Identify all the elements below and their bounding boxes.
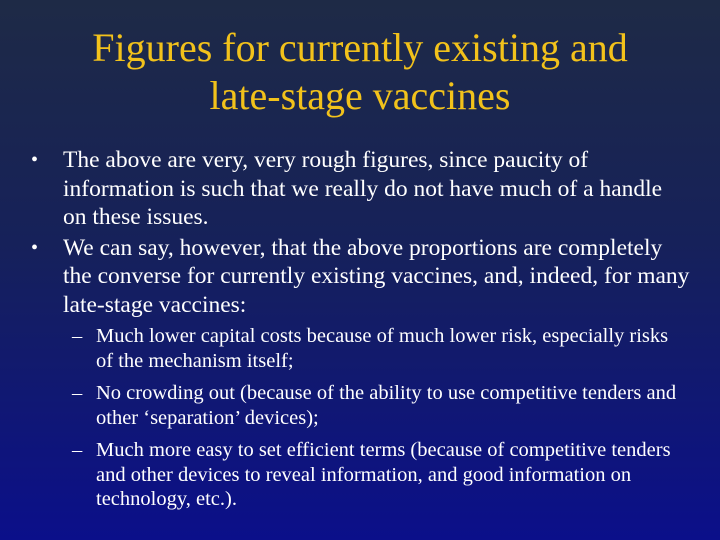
sub-bullet-text: Much lower capital costs because of much lower risk, especially risks of the mechanism itself;: [96, 325, 669, 372]
bullet-item: [0, 234, 720, 320]
sub-bullet-marker: –: [72, 382, 83, 404]
slide-title: [20, 24, 700, 120]
sub-bullet-item: [0, 438, 720, 512]
sub-bullet-list: [0, 324, 720, 512]
sub-bullet-marker: –: [72, 439, 83, 461]
sub-bullet-item: [0, 324, 720, 373]
title-line-1: Figures for currently existing and: [92, 25, 628, 70]
bullet-marker: •: [31, 236, 39, 259]
sub-bullet-text: Much more easy to set efficient terms (because of competitive tenders and other devices to reveal information, and good information on technology, etc.).: [96, 439, 671, 510]
sub-bullet-marker: –: [72, 325, 83, 347]
sub-bullet-item: [0, 381, 720, 430]
bullet-list: [0, 146, 720, 520]
sub-bullet-text: No crowding out (because of the ability to use competitive tenders and other ‘separation’ devices);: [96, 382, 677, 429]
title-line-2: late-stage vaccines: [209, 73, 511, 118]
bullet-text: The above are very, very rough figures, since paucity of information is such that we really do not have much of a handle on these issues.: [63, 147, 663, 230]
bullet-text: We can say, however, that the above proportions are completely the converse for currently existing vaccines, and, indeed, for many late-stage vaccines:: [63, 234, 690, 318]
bullet-item: [0, 146, 720, 232]
bullet-marker: •: [31, 149, 39, 171]
